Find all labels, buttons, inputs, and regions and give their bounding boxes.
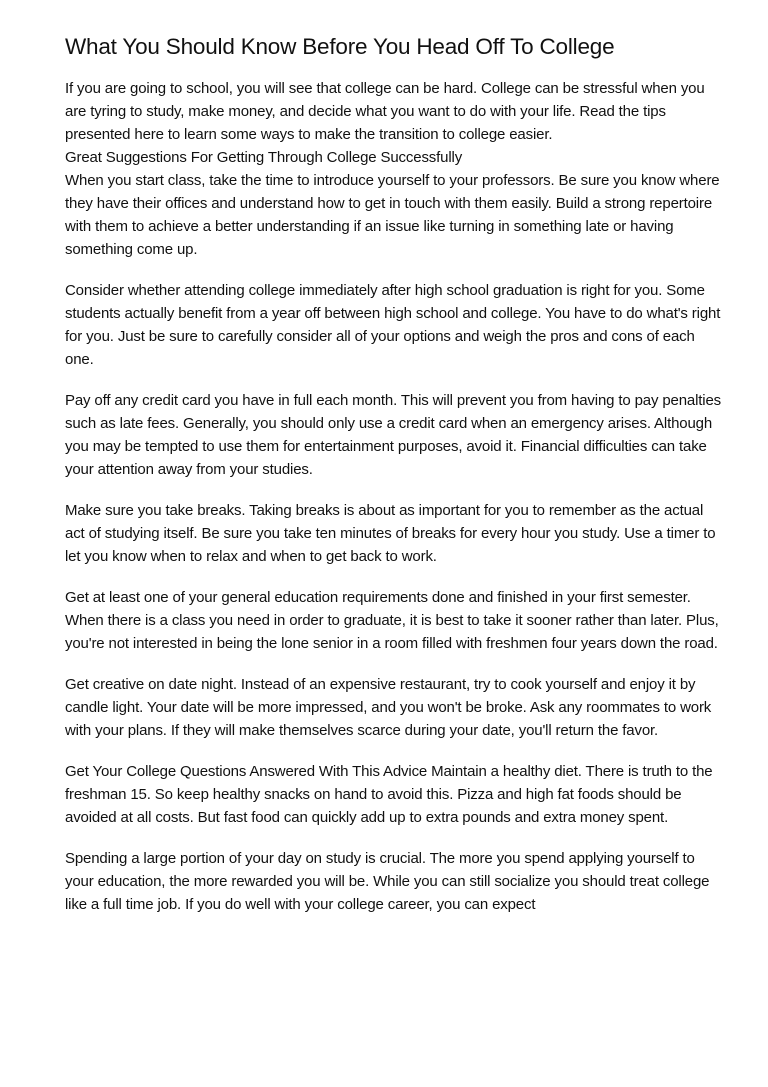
paragraph-date-night: Get creative on date night. Instead of an expensive restaurant, try to cook yourself and enjoy it by candle light. Your date will be more impressed, and you won't be broke. Ask any roommates to work with your plans. If they will make themselves scarce during your date, you'll return the favor. xyxy=(65,676,712,739)
paragraph-requirements: Get at least one of your general education requirements done and finished in your first semester. When there is a class you need in order to graduate, it is best to take it sooner rather than later. Plus, you're not interested in being the lone senior in a room filled with freshmen four years down the road. xyxy=(65,589,719,652)
paragraph-gap-year: Consider whether attending college immediately after high school graduation is right for you. Some students actually benefit from a year off between high school and college. You have to do what's right for you. Just be sure to carefully consider all of your options and weigh the pros and cons of each one. xyxy=(65,282,721,368)
subheading-suggestions: Great Suggestions For Getting Through College Successfully xyxy=(65,149,463,166)
paragraph-study-time: Spending a large portion of your day on study is crucial. The more you spend applying yourself to your education, the more rewarded you will be. While you can still socialize you should treat college like a full time job. If you do well with your college career, you can expect xyxy=(65,850,710,913)
paragraph-intro: If you are going to school, you will see that college can be hard. College can be stressful when you are tyring to study, make money, and decide what you want to do with your life. Read the tips presented here to learn some ways to make the transition to college easier. xyxy=(65,80,705,143)
paragraph-professors: When you start class, take the time to introduce yourself to your professors. Be sure you know where they have their offices and understand how to get in touch with them easily. Build a strong repertoire with them to achieve a better understanding if an issue like turning in something late or having something come up. xyxy=(65,172,720,258)
document-page xyxy=(65,32,725,916)
paragraph-breaks: Make sure you take breaks. Taking breaks is about as important for you to remember as the actual act of studying itself. Be sure you take ten minutes of breaks for every hour you study. Use a timer to let you know when to relax and when to get back to work. xyxy=(65,502,716,565)
document-title: What You Should Know Before You Head Off To College xyxy=(65,34,615,59)
paragraph-credit-card: Pay off any credit card you have in full each month. This will prevent you from having to pay penalties such as late fees. Generally, you should only use a credit card when an emergency arises. Although you may be tempted to use them for entertainment purposes, avoid it. Financial difficulties can take your attention away from your studies. xyxy=(65,392,722,478)
paragraph-healthy-diet: Get Your College Questions Answered With This Advice Maintain a healthy diet. There is truth to the freshman 15. So keep healthy snacks on hand to avoid this. Pizza and high fat foods should be avoided at all costs. But fast food can quickly add up to extra pounds and extra money spent. xyxy=(65,763,713,826)
